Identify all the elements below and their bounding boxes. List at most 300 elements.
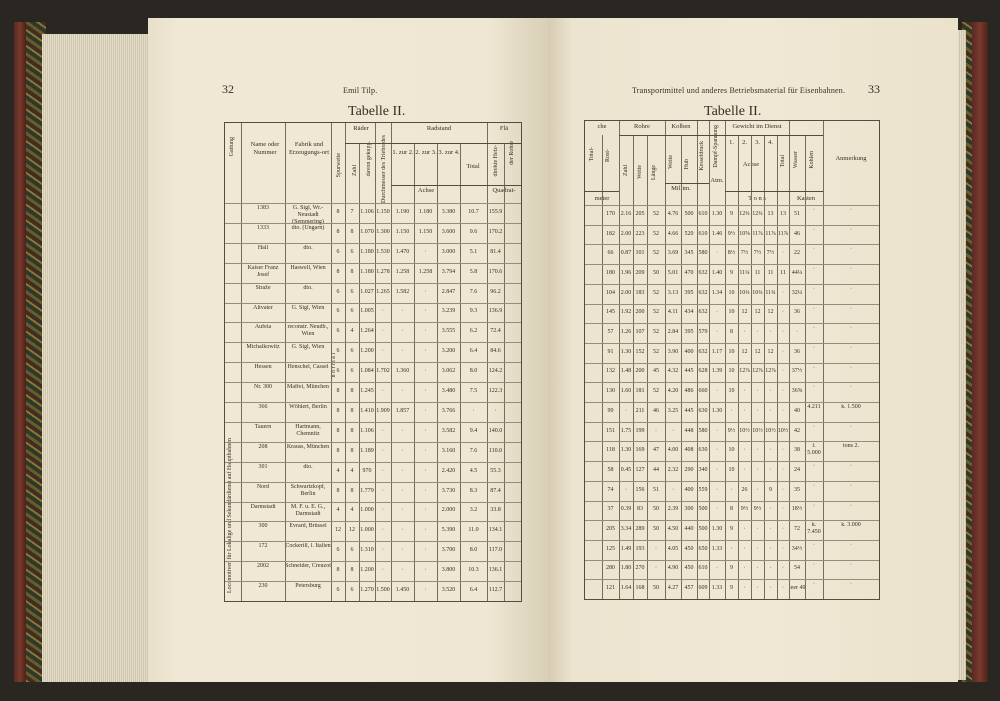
table-cell: 50 bbox=[653, 585, 659, 592]
table-cell: · bbox=[769, 565, 772, 572]
table-cell: 122.3 bbox=[488, 388, 503, 395]
col-header-kohlen: Kohlen bbox=[809, 151, 815, 169]
table-cell: 8 bbox=[730, 506, 733, 513]
table-cell: 1.200 bbox=[360, 348, 374, 355]
col-header-r3: 3. zur 4. bbox=[438, 149, 460, 156]
table-cell: · bbox=[382, 427, 384, 434]
table-cell: 9.4 bbox=[469, 427, 478, 434]
table-cell: 2.84 bbox=[667, 329, 679, 336]
row-rule bbox=[585, 461, 879, 462]
table-cell: 34½ bbox=[791, 545, 803, 552]
table-cell: Hall bbox=[257, 244, 269, 251]
table-cell: 44 bbox=[653, 466, 659, 473]
table-cell: 205 bbox=[635, 210, 645, 217]
col-header-gattung: Gattung bbox=[229, 137, 235, 157]
column-rule bbox=[823, 121, 824, 599]
table-cell: 5.1 bbox=[469, 248, 478, 255]
table-cell: · bbox=[769, 407, 772, 414]
table-cell: 1.96 bbox=[620, 269, 632, 276]
table-cell: · bbox=[401, 308, 404, 315]
table-cell: · bbox=[424, 388, 427, 395]
table-cell: 1.909 bbox=[376, 407, 390, 414]
table-cell: 1.070 bbox=[360, 228, 374, 235]
table-cell: 3.160 bbox=[441, 447, 456, 454]
table-cell: 6 bbox=[336, 587, 340, 594]
col-header-direkte: direkte Heiz- bbox=[493, 145, 499, 177]
table-cell: 1.000 bbox=[360, 507, 374, 514]
table-cell: 127 bbox=[635, 466, 645, 473]
table-cell: · bbox=[756, 486, 759, 493]
col-header-a3: 3. bbox=[755, 139, 760, 146]
table-cell: 211 bbox=[635, 407, 645, 414]
table-cell: 0.39 bbox=[620, 506, 632, 513]
table-cell: l. 5.000 bbox=[807, 443, 821, 457]
row-rule bbox=[585, 323, 879, 324]
table-cell: · bbox=[716, 250, 718, 257]
table-cell: 448 bbox=[684, 427, 694, 434]
table-cell: 1.17 bbox=[711, 348, 723, 355]
table-cell: 121 bbox=[606, 585, 615, 592]
table-cell: 9 bbox=[730, 210, 733, 217]
table-cell: 1.857 bbox=[395, 407, 410, 414]
row-rule bbox=[225, 581, 521, 582]
col-header-a4: 4. bbox=[768, 139, 773, 146]
table-cell: 8 bbox=[336, 388, 340, 395]
table-cell: 5.01 bbox=[667, 269, 679, 276]
table-cell: · bbox=[850, 423, 852, 430]
table-cell: 445 bbox=[684, 368, 694, 375]
row-rule bbox=[225, 203, 521, 204]
table-cell: 130 bbox=[606, 388, 615, 395]
table-cell: · bbox=[472, 407, 475, 414]
table-cell: · bbox=[672, 486, 674, 493]
row-rule bbox=[585, 205, 879, 206]
column-rule bbox=[359, 143, 360, 601]
row-rule bbox=[225, 243, 521, 244]
table-cell: 11⅞ bbox=[777, 230, 789, 237]
table-cell: 1.582 bbox=[395, 288, 410, 295]
table-cell: · bbox=[850, 561, 852, 568]
table-cell: 52 bbox=[653, 210, 659, 217]
table-cell: tons 2. bbox=[842, 443, 859, 450]
column-rule bbox=[725, 121, 726, 599]
table-cell: 180 bbox=[606, 269, 615, 276]
table-cell: 8½ bbox=[727, 250, 736, 257]
row-rule bbox=[225, 303, 521, 304]
table-cell: 1.265 bbox=[376, 288, 390, 295]
table-cell: 500 bbox=[684, 210, 694, 217]
table-cell: · bbox=[756, 526, 759, 533]
table-cell: 35 bbox=[794, 486, 800, 493]
table-cell: · bbox=[743, 329, 746, 336]
table-cell: · bbox=[850, 502, 852, 509]
table-cell: · bbox=[756, 329, 759, 336]
table-cell: 168 bbox=[635, 585, 645, 592]
table-cell: · bbox=[813, 384, 815, 391]
table-cell: · bbox=[782, 309, 784, 316]
table-cell: 52 bbox=[653, 329, 659, 336]
table-cell: · bbox=[424, 587, 427, 594]
table-cell: Aufeia bbox=[254, 324, 272, 331]
table-cell: 1.500 bbox=[376, 587, 390, 594]
table-cell: · bbox=[743, 526, 746, 533]
table-cell: 11 bbox=[767, 269, 774, 276]
table-cell: 83 bbox=[637, 506, 643, 513]
table-cell: 66 bbox=[607, 250, 614, 257]
table-cell: · bbox=[424, 447, 427, 454]
table-cell: · bbox=[769, 447, 772, 454]
table-cell: 8 bbox=[350, 567, 354, 574]
table-cell: · bbox=[782, 447, 784, 454]
table-cell: 3.800 bbox=[441, 567, 456, 574]
table-cell: 230 bbox=[258, 583, 268, 590]
table-cell: · bbox=[756, 388, 759, 395]
table-cell: 8 bbox=[350, 447, 354, 454]
table-cell: 3.200 bbox=[441, 348, 456, 355]
table-cell: 134.1 bbox=[488, 527, 503, 534]
table-cell: 1.30 bbox=[711, 526, 723, 533]
header-rule bbox=[665, 183, 709, 184]
table-cell: · bbox=[743, 407, 746, 414]
table-cell: · bbox=[850, 463, 852, 470]
table-cell: 1.270 bbox=[360, 587, 374, 594]
table-cell: 0.87 bbox=[620, 250, 632, 257]
table-cell: 4 bbox=[336, 467, 340, 474]
table-cell: 3.2 bbox=[469, 507, 478, 514]
table-cell: 24 bbox=[794, 466, 800, 473]
table-cell: · bbox=[782, 526, 784, 533]
table-cell: 3.34 bbox=[620, 526, 632, 533]
col-header-meter: meter bbox=[594, 195, 610, 202]
table-cell: · bbox=[655, 427, 657, 434]
table-cell: 632 bbox=[698, 269, 708, 276]
table-cell: 10 bbox=[728, 289, 735, 296]
row-rule bbox=[225, 362, 521, 363]
table-cell: 8 bbox=[730, 329, 733, 336]
table-cell: 1.46 bbox=[711, 230, 723, 237]
table-cell: · bbox=[796, 329, 798, 336]
table-cell: 8 bbox=[336, 427, 340, 434]
table-cell: 5.390 bbox=[441, 527, 456, 534]
table-cell: 628 bbox=[698, 368, 708, 375]
table-cell: 12⅞ bbox=[752, 368, 763, 375]
table-cell: 1.779 bbox=[360, 487, 374, 494]
row-rule bbox=[585, 560, 879, 561]
table-cell: · bbox=[756, 565, 759, 572]
table-cell: 72.4 bbox=[490, 328, 501, 335]
table-cell: 1.30 bbox=[711, 210, 723, 217]
table-cell: 11¼ bbox=[739, 269, 750, 276]
col-header-achse: Achse bbox=[417, 187, 435, 194]
table-cell: 10 bbox=[728, 348, 735, 355]
table-cell: Wöhlert, Berlin bbox=[289, 404, 327, 410]
table-cell: 1.410 bbox=[360, 407, 374, 414]
table-cell: 4.50 bbox=[667, 526, 679, 533]
table-cell: 223 bbox=[635, 230, 645, 237]
table-cell: 8 bbox=[336, 447, 340, 454]
table-cell: 7½ bbox=[753, 250, 762, 257]
table-cell: 1.150 bbox=[376, 208, 390, 215]
table-cell: G. Sigl, Wien bbox=[291, 344, 325, 351]
row-rule bbox=[225, 541, 521, 542]
table-cell: 3.380 bbox=[441, 208, 456, 215]
table-cell: · bbox=[756, 466, 759, 473]
table-cell: 208 bbox=[258, 443, 268, 450]
row-rule bbox=[225, 422, 521, 423]
table-cell: 2.00 bbox=[620, 230, 632, 237]
table-cell: · bbox=[850, 384, 852, 391]
table-cell: · bbox=[730, 407, 733, 414]
column-rule bbox=[697, 121, 698, 599]
row-rule bbox=[585, 264, 879, 265]
table-cell: 13 bbox=[767, 210, 774, 217]
table-cell: · bbox=[401, 527, 404, 534]
col-header-rohre: Rohre bbox=[634, 123, 650, 130]
table-cell: 7.6 bbox=[469, 447, 478, 454]
table-cell: 10 bbox=[728, 368, 735, 375]
table-cell: 12 bbox=[754, 309, 761, 316]
table-cell: · bbox=[382, 447, 384, 454]
table-cell: 4 bbox=[336, 507, 340, 514]
col-header-kesseldruck: Kesseldruck bbox=[699, 141, 705, 171]
col-header-hub: Hub bbox=[684, 159, 690, 170]
table-cell: 1.48 bbox=[620, 368, 632, 375]
table-cell: 7½ bbox=[740, 250, 749, 257]
table-cell: · bbox=[730, 545, 733, 552]
table-cell: 8 bbox=[336, 487, 340, 494]
header-rule bbox=[725, 191, 823, 192]
column-rule bbox=[437, 143, 438, 601]
table-cell: 610 bbox=[698, 565, 708, 572]
table-cell: 630 bbox=[698, 447, 708, 454]
row-rule bbox=[225, 462, 521, 463]
table-cell: · bbox=[716, 388, 718, 395]
table-cell: · bbox=[716, 427, 718, 434]
table-cell: · bbox=[494, 407, 497, 414]
col-header-total-flaeche: Total- bbox=[589, 147, 595, 162]
table-cell: 209 bbox=[635, 269, 645, 276]
table-cell: 4.32 bbox=[667, 368, 679, 375]
col-header-kasten: Kasten bbox=[796, 195, 816, 202]
col-header-wasser: Wasser bbox=[793, 151, 799, 169]
row-rule bbox=[225, 402, 521, 403]
table-cell: · bbox=[782, 329, 784, 336]
table-cell: 152 bbox=[635, 348, 645, 355]
page-number-left: 32 bbox=[222, 82, 234, 96]
table-cell: · bbox=[782, 388, 784, 395]
table-cell: · bbox=[382, 487, 384, 494]
table-cell: G. Sigl, Wr.-Neustadt (Semmering) bbox=[292, 205, 324, 225]
table-cell: Nr. 300 bbox=[254, 384, 272, 391]
col-header-total: Total bbox=[466, 163, 480, 170]
table-cell: 1.26 bbox=[620, 329, 632, 336]
col-header-laenge: Länge bbox=[651, 165, 657, 180]
table-cell: 6 bbox=[336, 547, 340, 554]
table-cell: 1.30 bbox=[620, 447, 632, 454]
table-cell: · bbox=[782, 585, 784, 592]
table-cell: 9½ bbox=[727, 427, 736, 434]
table-cell: 200 bbox=[635, 368, 645, 375]
table-cell: 10½ bbox=[777, 427, 789, 434]
table-cell: · bbox=[401, 567, 404, 574]
table-cell: · bbox=[782, 486, 784, 493]
row-rule bbox=[225, 561, 521, 562]
row-rule bbox=[585, 520, 879, 521]
table-cell: Darmstadt bbox=[250, 503, 276, 510]
header-rule bbox=[619, 135, 823, 136]
table-cell: 1.49 bbox=[620, 545, 632, 552]
table-cell: 9 bbox=[730, 269, 733, 276]
table-cell: · bbox=[769, 526, 772, 533]
table-cell: 3.25 bbox=[667, 407, 679, 414]
table-cell: 151 bbox=[606, 427, 615, 434]
right-page bbox=[548, 18, 958, 682]
column-rule bbox=[709, 121, 710, 599]
table-cell: 145 bbox=[606, 309, 615, 316]
table-cell: 169 bbox=[635, 447, 645, 454]
table-cell: 125 bbox=[606, 545, 615, 552]
table-cell: 1.450 bbox=[395, 587, 410, 594]
table-cell: · bbox=[769, 329, 772, 336]
table-cell: 300 bbox=[258, 523, 268, 530]
table-cell: · bbox=[401, 467, 404, 474]
table-cell: 10 bbox=[728, 309, 735, 316]
col-header-achse: Achse bbox=[742, 161, 760, 168]
table-cell: 8 bbox=[350, 487, 354, 494]
table-cell: 1.180 bbox=[418, 208, 433, 215]
table-cell: · bbox=[756, 585, 759, 592]
table-cell: 1333 bbox=[257, 224, 269, 231]
table-cell: 4.76 bbox=[667, 210, 679, 217]
table-cell: 1.106 bbox=[360, 427, 374, 434]
table-cell: · bbox=[782, 348, 784, 355]
table-cell: dto. (Ungarn) bbox=[291, 224, 325, 231]
row-rule bbox=[225, 442, 521, 443]
row-rule bbox=[585, 343, 879, 344]
table-cell: · bbox=[424, 547, 427, 554]
table-cell: 3.600 bbox=[441, 228, 456, 235]
table-cell: · bbox=[424, 348, 427, 355]
table-cell: 1.180 bbox=[360, 268, 374, 275]
table-cell: 6.4 bbox=[469, 587, 478, 594]
table-cell: 26 bbox=[741, 486, 748, 493]
table-cell: 632 bbox=[698, 348, 708, 355]
table-cell: 9.6 bbox=[469, 228, 478, 235]
table-cell: 660 bbox=[698, 388, 708, 395]
table-cell: 8 bbox=[336, 208, 340, 215]
table-cell: 6 bbox=[350, 368, 354, 375]
table-cell: · bbox=[850, 226, 852, 233]
col-header-millim: Millim. bbox=[671, 185, 691, 192]
table-cell: · bbox=[716, 565, 718, 572]
table-cell: · bbox=[850, 285, 852, 292]
table-cell: 12 bbox=[741, 309, 748, 316]
column-rule bbox=[460, 143, 461, 601]
table-cell: 33.8 bbox=[490, 507, 501, 514]
row-rule bbox=[225, 502, 521, 503]
table-cell: 87.4 bbox=[490, 487, 501, 494]
table-cell: 632 bbox=[698, 309, 708, 316]
table-cell: 457 bbox=[684, 585, 694, 592]
table-cell: 1.39 bbox=[711, 368, 723, 375]
table-cell: 8 bbox=[350, 388, 354, 395]
table-cell: 8 bbox=[336, 268, 340, 275]
table-cell: · bbox=[850, 482, 852, 489]
table-cell: 500 bbox=[698, 506, 708, 513]
table-cell: 2.420 bbox=[441, 467, 456, 474]
table-cell: 3.766 bbox=[441, 407, 456, 414]
table-cell: 4.66 bbox=[667, 230, 679, 237]
table-cell: 1.245 bbox=[360, 388, 374, 395]
col-header-radstand: Radstand bbox=[426, 125, 452, 132]
row-rule bbox=[585, 304, 879, 305]
table-cell: 10¾ bbox=[752, 289, 763, 296]
header-rule bbox=[585, 191, 619, 192]
table-cell: 9½ bbox=[753, 506, 762, 513]
table-cell: 1.310 bbox=[360, 547, 374, 554]
table-caption-left: Tabelle II. bbox=[348, 104, 406, 119]
table-cell: 1.80 bbox=[620, 565, 632, 572]
col-header-gewicht-total: Total bbox=[780, 155, 786, 168]
table-cell: 200 bbox=[635, 309, 645, 316]
table-cell: 10 bbox=[728, 466, 735, 473]
table-cell: dto. bbox=[303, 244, 313, 251]
table-cell: · bbox=[382, 308, 384, 315]
leather-spine-left bbox=[14, 22, 26, 682]
table-cell: · bbox=[743, 565, 746, 572]
table-cell: 1.33 bbox=[711, 545, 723, 552]
table-cell: 170.2 bbox=[488, 228, 503, 235]
table-cell: 10 bbox=[728, 388, 735, 395]
table-cell: 559 bbox=[698, 486, 708, 493]
table-cell: 2.000 bbox=[441, 507, 456, 514]
row-rule bbox=[585, 402, 879, 403]
table-cell: 52 bbox=[653, 309, 659, 316]
table-cell: 8.3 bbox=[469, 487, 478, 494]
table-cell: · bbox=[813, 325, 815, 332]
table-cell: · bbox=[813, 266, 815, 273]
table-cell: 1.30 bbox=[711, 407, 723, 414]
col-header-a1: 1. bbox=[729, 139, 734, 146]
table-cell: 580 bbox=[698, 250, 708, 257]
table-cell: · bbox=[382, 507, 384, 514]
table-cell: · bbox=[813, 207, 815, 213]
table-cell: 9 bbox=[730, 565, 733, 572]
table-cell: Hessen bbox=[254, 364, 272, 371]
table-cell: 54 bbox=[794, 565, 800, 572]
table-cell: Schwartzkopf, Berlin bbox=[290, 483, 326, 497]
table-cell: 10.3 bbox=[468, 567, 479, 574]
table-cell: 9½ bbox=[740, 506, 749, 513]
table-cell: 440 bbox=[684, 526, 694, 533]
table-cell: 22 bbox=[794, 250, 800, 257]
table-cell: 7.5 bbox=[469, 388, 478, 395]
col-header-che: che bbox=[597, 123, 607, 130]
table-cell: · bbox=[424, 308, 427, 315]
table-cell: 400 bbox=[684, 348, 694, 355]
table-cell: 5.8 bbox=[469, 268, 478, 275]
table-cell: 3.730 bbox=[441, 487, 456, 494]
table-cell: 47 bbox=[653, 447, 659, 454]
table-cell: 4 bbox=[350, 328, 354, 335]
table-cell: 8 bbox=[336, 567, 340, 574]
row-rule bbox=[585, 422, 879, 423]
table-cell: Petersburg bbox=[295, 583, 321, 590]
col-header-r2: 2. zur 3. bbox=[415, 149, 437, 156]
table-cell: · bbox=[813, 463, 815, 470]
table-cell: · bbox=[716, 329, 718, 336]
table-cell: · bbox=[743, 466, 746, 473]
